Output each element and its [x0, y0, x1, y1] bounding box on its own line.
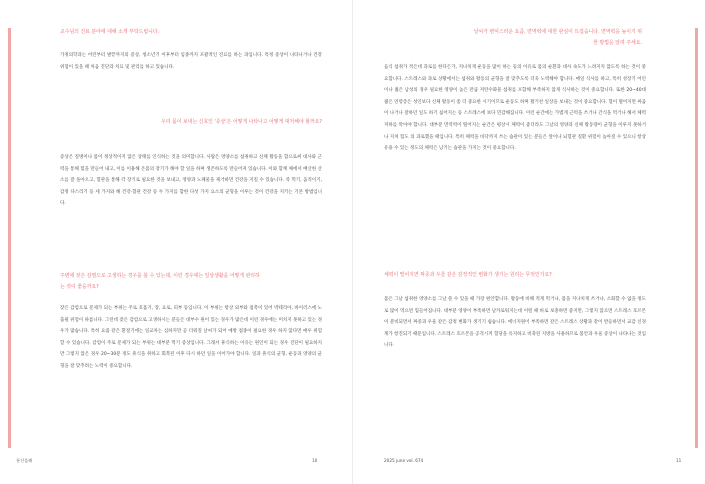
left-paragraph-1: 가정의학과는 어린부터 발끝까지의 증상, 청소년기 이후부터 임종까지 포괄적인 진료를 하는 과입니다. 특정 증상이 나타나거나 건강 위험이 있을 때 처음 진단과 치료 및 관리를 하고 있습니다.	[60, 53, 322, 70]
left-paragraph-2: 증상은 질병이나 몸이 정상적이지 않은 상태를 인식하는 것을 의미합니다. 사람은 영양소를 섭취하고 신체 활동을 함으로써 대사와 근력을 통해 힘을 만들어 내고, 이를 이용해 온몸의 장기가 해야 할 일을 하며 생존하도록 만들어져 있습니다. 이와 함께 체에서 배산한 산소를 잘 돌아오고, 혈관을 통해 각 장기로 필요한 것을 보내고, 영양과 노폐물을 제거하면 건강을 지킬 수 있습니다. 즉 먹기, 움직이기, 감정 다스리기 등 세 가지와 해 건강·혈관 건강 등 두 가지를 합한 다섯 가지 요소의 균형을 이루는 것이 건강을 지키는 기본 방법입니다.	[60, 155, 322, 207]
right-question-2: 체력이 떨어지면 짜증과 우울 같은 감정적인 변화가 생기는 원리는 무엇인가요?	[384, 272, 552, 278]
footer-issue-info: 2025 june vol. 674	[384, 458, 424, 463]
left-accent-bar	[8, 28, 11, 448]
left-question-1: 교수님의 진료 분야에 대해 소개 부탁드립니다.	[60, 29, 160, 35]
footer-section-label: 통건을해	[16, 458, 33, 463]
right-question-1: 날씨가 변덕스러운 요즘, 면역력에 대한 관심이 뜨겁습니다. 면역력을 높이기 위한 방법을 알려 주세요.	[473, 29, 642, 46]
right-paragraph-1: 음식 섭취가 적은데 과로를 한다든가, 지나치게 운동을 많이 하는 등의 이유로 몸의 순환과 대사 속도가 느려지지 않도록 하는 것이 중요합니다. 스트레스와 과로 상황에서는 섭취와 활동의 균형을 잘 맞추도록 더욱 노력해야 합니다. 매일 식사를 하고, 특히 성장기 어린이나 젊은 남성의 경우 필요한 영양이 높은 만큼 저탄수화물 섭취를 포함해 부족하지 않게 식사하는 것이 중요합니다. 또한 20~40대 젊은 연령층은 성인보다 신체 활동이 좀 더 중요한 시기이므로 운동도 하며 활기찬 일상을 보내는 것이 중요합니다. 혈이 떨어지면 싸움이 나거나 잘하던 일도 하기 싫어지는 등 스트레스에 보다 민감해집니다. 이런 순간에는 가볍게 근력을 쓰거나 간식을 먹거나 해서 체력 저하를 막아야 합니다. 대부분 면역력이 떨어지는 순간은 평상시 체력이 좋더라도 그날의 영양과 신체 활동량이 균형을 이루지 못하거나 지쳐 힘도 의 과로했을 때입니다. 특히 체력을 바닥까지 쓰는 습관이 있는 분들은 앞이나 뇌혈관 질환 위험이 높아질 수 있으니 항상 유용 수 있는 정도의 체력은 남기는 습관을 가지는 것이 중요합니다.	[384, 65, 646, 152]
footer-left-page-number: 10	[312, 458, 318, 463]
right-accent-bar	[695, 28, 698, 448]
left-question-2: 우리 몸이 보내는 신호인 '증상'은 어떻게 나타나고 어떻게 대처해야 할까요?	[160, 119, 322, 125]
right-paragraph-2: 몸은 그날 섭취한 영양소를 그날 쓸 수 있을 때 가장 편안합니다. 활동에 비해 적게 먹거나, 몸을 지나치게 쓰거나, 소화할 수 없을 정도로 많이 먹으면 힘들어집니다. 대부분 영양이 부족하면 날카로워지는데 이럴 때 바로 보충하면 좋지만, 그렇지 않으면 스트레스 호르몬이 분비되면서 짜증과 우울 같은 감정 변화가 생기기 쉽습니다. 에너지원이 부족하면 같은 스트레스 상황과 같이 반응하면서 교감 신경계가 항진되기 때문입니다. 스트레스 호르몬을 공격시켜 혈당을 유지하고 비축된 지방을 사용하므로 불안과 우울 증상이 나타나는 것입니다.	[384, 297, 646, 349]
footer-right-page-number: 11	[676, 458, 682, 463]
left-paragraph-3: 잦은 감염으로 문제가 되는 부위는 주로 호흡기, 장, 요로, 피부 등입니다. 이 부위는 항상 외부와 접촉이 있어 박테리아, 바이러스에 노출될 위험이 따릅니다. 그런데 잦은 감염으로 고생하시는 분들은 대부수 원이 있는 경우가 많은데 이런 경우에는 미치지 못하고 있는 경우가 많습니다. 특히 요즘 같은 환절기에는 일교차는 심하지만 곧 더워질 날씨가 되어 예방 접종이 필요한 경우 하지 않다면 매우 위험할 수 있습니다. 감염이 주로 문제가 되는 부위는 대부분 먹기 증상입니다. 그래서 휴식하는 이유는 원인이 되는 경우 진단이 필요하지만 그렇지 않은 경우 20~30분 정도 휴식을 취하고 회복된 이후 다시 하던 일을 이어가야 합니다. 일과 휴식의 균형, 운동과 영양의 균형을 잘 맞추려는 노력이 중요합니다.	[60, 306, 322, 369]
left-question-3: 주변에 잦은 감염으로 고생하는 경우를 볼 수 있는데, 이런 경우에는 일상생활을 어떻게 관리하는 것이 좋을까요?	[60, 273, 260, 290]
page-spine	[352, 0, 353, 484]
